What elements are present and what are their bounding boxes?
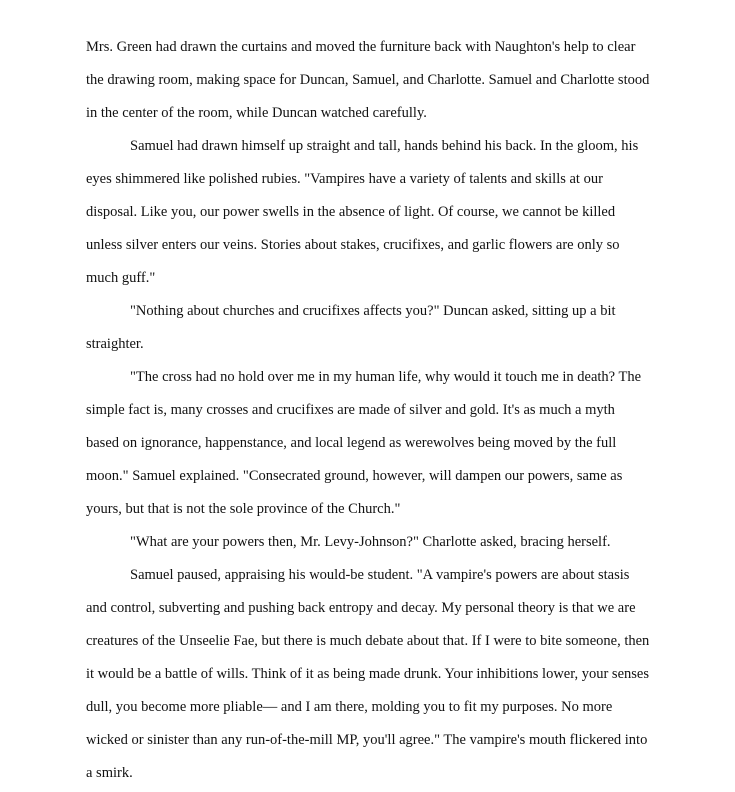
paragraph-1 xyxy=(86,31,650,130)
text-line: in the center of the room, while Duncan watched carefully. xyxy=(86,105,427,121)
paragraph-3 xyxy=(86,295,646,361)
paragraph-6 xyxy=(86,559,650,790)
text-line: "Nothing about churches and crucifixes affects you?" Duncan asked, sitting up a bit xyxy=(130,303,616,319)
text-line: Mrs. Green had drawn the curtains and moved the furniture back with Naughton's help to clear xyxy=(86,39,636,55)
text-line: unless silver enters our veins. Stories about stakes, crucifixes, and garlic flowers are only so xyxy=(86,237,620,253)
text-line: simple fact is, many crosses and crucifixes are made of silver and gold. It's as much a myth xyxy=(86,402,615,418)
text-line: "The cross had no hold over me in my human life, why would it touch me in death? The xyxy=(130,369,642,385)
text-line: the drawing room, making space for Duncan, Samuel, and Charlotte. Samuel and Charlotte stood xyxy=(86,72,650,88)
text-line: straighter. xyxy=(86,336,144,352)
text-line: much guff." xyxy=(86,270,156,286)
paragraph-4 xyxy=(86,361,646,526)
text-line: eyes shimmered like polished rubies. "Vampires have a variety of talents and skills at our xyxy=(86,171,603,187)
text-line: Samuel paused, appraising his would-be student. "A vampire's powers are about stasis xyxy=(130,567,630,583)
paragraph-5 xyxy=(86,526,646,559)
text-line: moon." Samuel explained. "Consecrated ground, however, will dampen our powers, same as xyxy=(86,468,623,484)
paragraph-2 xyxy=(86,130,646,295)
text-body xyxy=(86,31,650,790)
text-line: and control, subverting and pushing back entropy and decay. My personal theory is that we are xyxy=(86,600,636,616)
text-line: a smirk. xyxy=(86,765,133,781)
text-line: based on ignorance, happenstance, and local legend as werewolves being moved by the full xyxy=(86,435,617,451)
text-line: wicked or sinister than any run-of-the-mill MP, you'll agree." The vampire's mouth flickered into xyxy=(86,732,648,748)
text-line: "What are your powers then, Mr. Levy-Johnson?" Charlotte asked, bracing herself. xyxy=(130,534,611,550)
text-line: it would be a battle of wills. Think of it as being made drunk. Your inhibitions lower, your senses xyxy=(86,666,649,682)
text-line: disposal. Like you, our power swells in the absence of light. Of course, we cannot be killed xyxy=(86,204,616,220)
text-line: yours, but that is not the sole province of the Church." xyxy=(86,501,401,517)
text-line: Samuel had drawn himself up straight and tall, hands behind his back. In the gloom, his xyxy=(130,138,639,154)
text-line: creatures of the Unseelie Fae, but there is much debate about that. If I were to bite someone, then xyxy=(86,633,650,649)
text-line: dull, you become more pliable— and I am there, molding you to fit my purposes. No more xyxy=(86,699,613,715)
